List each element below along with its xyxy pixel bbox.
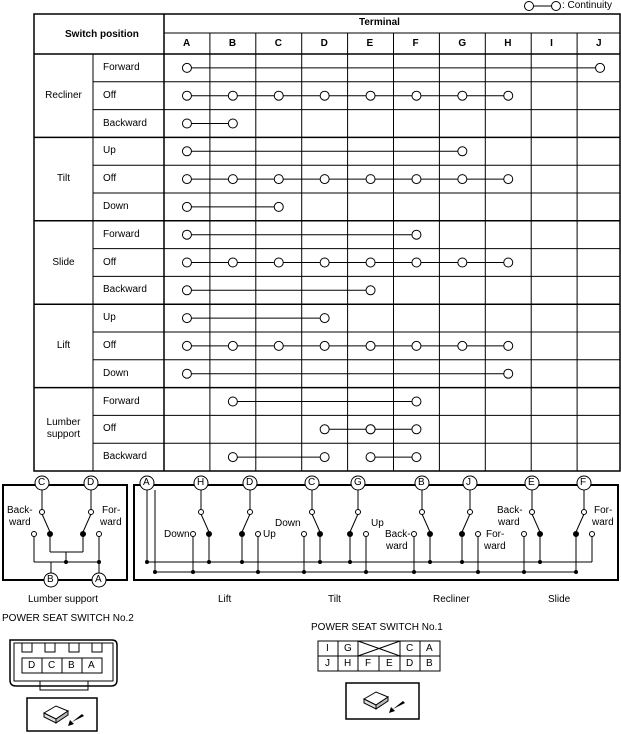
connector-no1-pin-b: B (426, 658, 433, 669)
connector-no2-pin-b: B (68, 660, 75, 671)
continuity-point (228, 453, 237, 462)
continuity-point (412, 91, 421, 100)
continuity-point (228, 397, 237, 406)
switch-contact (199, 510, 204, 515)
lumber-forward-label-1: For- (102, 505, 121, 516)
wire-junction (145, 560, 149, 564)
switch-position-header: Switch position (65, 29, 139, 40)
continuity-point (228, 119, 237, 128)
wire-junction (348, 560, 352, 564)
lumber-support-caption: Lumber support (28, 594, 99, 605)
continuity-point (182, 147, 191, 156)
row-label: Off (103, 339, 117, 351)
wire-junction (153, 570, 157, 574)
continuity-point (366, 425, 375, 434)
tilt-caption: Tilt (328, 594, 341, 605)
continuity-point (504, 369, 513, 378)
continuity-point (412, 397, 421, 406)
wire-junction (240, 560, 244, 564)
row-label: Forward (103, 395, 140, 407)
wire-junction (364, 570, 368, 574)
switch-contact (530, 510, 535, 515)
switch-contact (460, 532, 465, 537)
continuity-point (274, 341, 283, 350)
continuity-point (504, 175, 513, 184)
row-label: Off (103, 423, 117, 435)
switch-contact (240, 532, 245, 537)
terminal-header-h: H (504, 38, 512, 49)
switch-contact (356, 510, 361, 515)
switch-contact (412, 532, 417, 537)
switch-contact (302, 532, 307, 537)
connector-no2-icon (27, 698, 97, 731)
continuity-point (320, 175, 329, 184)
lumber-terminal-c: C (38, 477, 46, 488)
switch-contact (522, 532, 527, 537)
terminal-header-b: B (228, 38, 237, 49)
continuity-point (320, 258, 329, 267)
main-terminal-letter-j: J (466, 477, 471, 488)
row-label: Backward (103, 284, 147, 296)
lumber-terminal-b: B (47, 574, 54, 585)
lumber-backward-label-2: ward (9, 517, 31, 528)
switch-contact (428, 532, 433, 537)
main-terminal-letter-e: E (528, 477, 535, 488)
continuity-point (596, 63, 605, 72)
slide-backward-label-2: ward (498, 517, 520, 528)
switch-contact (574, 532, 579, 537)
continuity-point (504, 341, 513, 350)
lumber-forward-label-2: ward (100, 517, 122, 528)
terminal-header-i: I (550, 38, 553, 49)
continuity-point (228, 91, 237, 100)
terminal-header-e: E (366, 38, 374, 49)
connector-no1-pin-d: D (406, 658, 414, 669)
main-terminal-letter-c: C (308, 477, 316, 488)
continuity-point (458, 175, 467, 184)
lumber-terminal-a: A (95, 574, 102, 585)
slide-forward-label-1: For- (594, 505, 613, 516)
switch-contact (248, 510, 253, 515)
main-terminal-letter-a: A (143, 477, 150, 488)
lumber-backward-label-1: Back- (7, 505, 33, 516)
terminal-header-d: D (320, 38, 328, 49)
continuity-point (366, 175, 375, 184)
continuity-point (412, 453, 421, 462)
terminal-header-g: G (458, 38, 467, 49)
wire-junction (412, 570, 416, 574)
continuity-point (458, 147, 467, 156)
switch-contact (590, 532, 595, 537)
group-label-lift: Lift (56, 339, 71, 351)
connector-no1-pin-h: H (344, 658, 352, 669)
continuity-point (182, 63, 191, 72)
connector-no1-icon (346, 683, 419, 719)
continuity-point (182, 314, 191, 323)
continuity-point (320, 341, 329, 350)
continuity-point (412, 175, 421, 184)
connector-no1 (318, 641, 440, 671)
connector-no1-pin-i: I (326, 643, 329, 654)
continuity-point (182, 230, 191, 239)
continuity-point (412, 230, 421, 239)
wire-junction (538, 560, 542, 564)
connector-no1-pin-g: G (344, 643, 352, 654)
recliner-backward-label-2: ward (386, 541, 408, 552)
wire-junction (574, 570, 578, 574)
switch-contact (310, 510, 315, 515)
tilt-up-label: Up (371, 518, 384, 529)
tilt-down-label: Down (275, 518, 301, 529)
wire-junction (460, 560, 464, 564)
connector-no1-pin-c: C (406, 643, 414, 654)
terminal-header: Terminal (359, 17, 400, 28)
continuity-point (228, 341, 237, 350)
group-label-slide: Slide (52, 256, 75, 268)
continuity-point (274, 91, 283, 100)
row-label: Backward (103, 117, 147, 129)
lumber-support-schematic (3, 485, 127, 580)
continuity-point (274, 258, 283, 267)
terminal-header-a: A (182, 38, 191, 49)
switch-contact (207, 532, 212, 537)
row-label: Off (103, 256, 117, 268)
switch-contact (348, 532, 353, 537)
lumber-terminal-d: D (87, 477, 95, 488)
wire-junction (302, 570, 306, 574)
continuity-point (182, 175, 191, 184)
main-terminal-letter-b: B (418, 477, 425, 488)
lift-caption: Lift (218, 594, 232, 605)
continuity-point (320, 425, 329, 434)
row-label: Down (103, 200, 129, 212)
continuity-point (182, 341, 191, 350)
continuity-point (182, 119, 191, 128)
wire-junction (207, 560, 211, 564)
lift-up-label: Up (263, 529, 276, 540)
row-label: Forward (103, 228, 140, 240)
main-terminal-letter-g: G (354, 477, 362, 488)
row-label: Up (103, 312, 116, 324)
connector-no1-pin-f: F (365, 658, 372, 669)
continuity-point (182, 91, 191, 100)
continuity-point (458, 91, 467, 100)
continuity-point (366, 91, 375, 100)
lift-down-label: Down (164, 529, 190, 540)
switch-contact (364, 532, 369, 537)
row-label: Off (103, 89, 117, 101)
wire-junction (256, 570, 260, 574)
row-label: Up (103, 145, 116, 157)
row-label: Forward (103, 61, 140, 73)
continuity-point (366, 341, 375, 350)
connector-no1-pin-e: E (386, 658, 393, 669)
row-label: Backward (103, 451, 147, 463)
wire-junction (476, 570, 480, 574)
continuity-point (458, 258, 467, 267)
connector-no1-title: POWER SEAT SWITCH No.1 (311, 622, 443, 633)
switch-contact (582, 510, 587, 515)
continuity-point (228, 175, 237, 184)
slide-forward-label-2: ward (592, 517, 614, 528)
group-label-recliner: Recliner (45, 89, 82, 101)
continuity-point (320, 314, 329, 323)
switch-contact (420, 510, 425, 515)
continuity-point (274, 175, 283, 184)
connector-no2-pin-c: C (48, 660, 56, 671)
lumber-terminal-circles (35, 476, 106, 587)
row-label: Off (103, 173, 117, 185)
continuity-point (504, 91, 513, 100)
legend-label: : Continuity (562, 0, 613, 11)
main-terminal-letter-f: F (580, 477, 587, 488)
continuity-point (458, 341, 467, 350)
recliner-forward-label-1: For- (486, 529, 505, 540)
terminal-header-f: F (412, 38, 419, 49)
wire-junction (191, 570, 195, 574)
main-terminal-letter-h: H (197, 477, 205, 488)
continuity-point (366, 258, 375, 267)
row-label: Down (103, 367, 129, 379)
group-label-lumber-support: Lumber support (46, 417, 81, 441)
switch-contact (538, 532, 543, 537)
main-terminal-circles (140, 476, 591, 490)
wire-junction (522, 570, 526, 574)
wire-junction (428, 560, 432, 564)
continuity-point (182, 286, 191, 295)
slide-backward-label-1: Back- (497, 505, 523, 516)
main-switch-contacts (145, 510, 595, 575)
recliner-forward-label-2: ward (484, 541, 506, 552)
switch-contact (468, 510, 473, 515)
main-terminal-letter-d: D (246, 477, 254, 488)
continuity-point (320, 453, 329, 462)
continuity-point (504, 258, 513, 267)
group-label-tilt: Tilt (57, 173, 70, 185)
continuity-point (320, 91, 329, 100)
continuity-point (366, 453, 375, 462)
switch-contact (476, 532, 481, 537)
connector-no2-pin-d: D (28, 660, 36, 671)
continuity-point (412, 341, 421, 350)
connector-no2 (10, 640, 117, 690)
switch-contact (191, 532, 196, 537)
connector-no2-title: POWER SEAT SWITCH No.2 (2, 613, 134, 624)
slide-caption: Slide (548, 594, 571, 605)
continuity-point (274, 202, 283, 211)
terminal-header-j: J (596, 38, 602, 49)
continuity-point (182, 369, 191, 378)
terminal-header-c: C (274, 38, 282, 49)
continuity-point (228, 258, 237, 267)
switch-contact (256, 532, 261, 537)
connector-no1-pin-j: J (325, 658, 330, 669)
connector-no2-pin-a: A (88, 660, 95, 671)
connector-no1-pin-a: A (426, 643, 433, 654)
continuity-point (182, 202, 191, 211)
recliner-caption: Recliner (433, 594, 470, 605)
continuity-point (412, 258, 421, 267)
continuity-point (412, 425, 421, 434)
continuity-point (366, 286, 375, 295)
wire-junction (318, 560, 322, 564)
legend-symbol (525, 2, 561, 11)
continuity-point (182, 258, 191, 267)
recliner-backward-label-1: Back- (385, 529, 411, 540)
switch-contact (318, 532, 323, 537)
